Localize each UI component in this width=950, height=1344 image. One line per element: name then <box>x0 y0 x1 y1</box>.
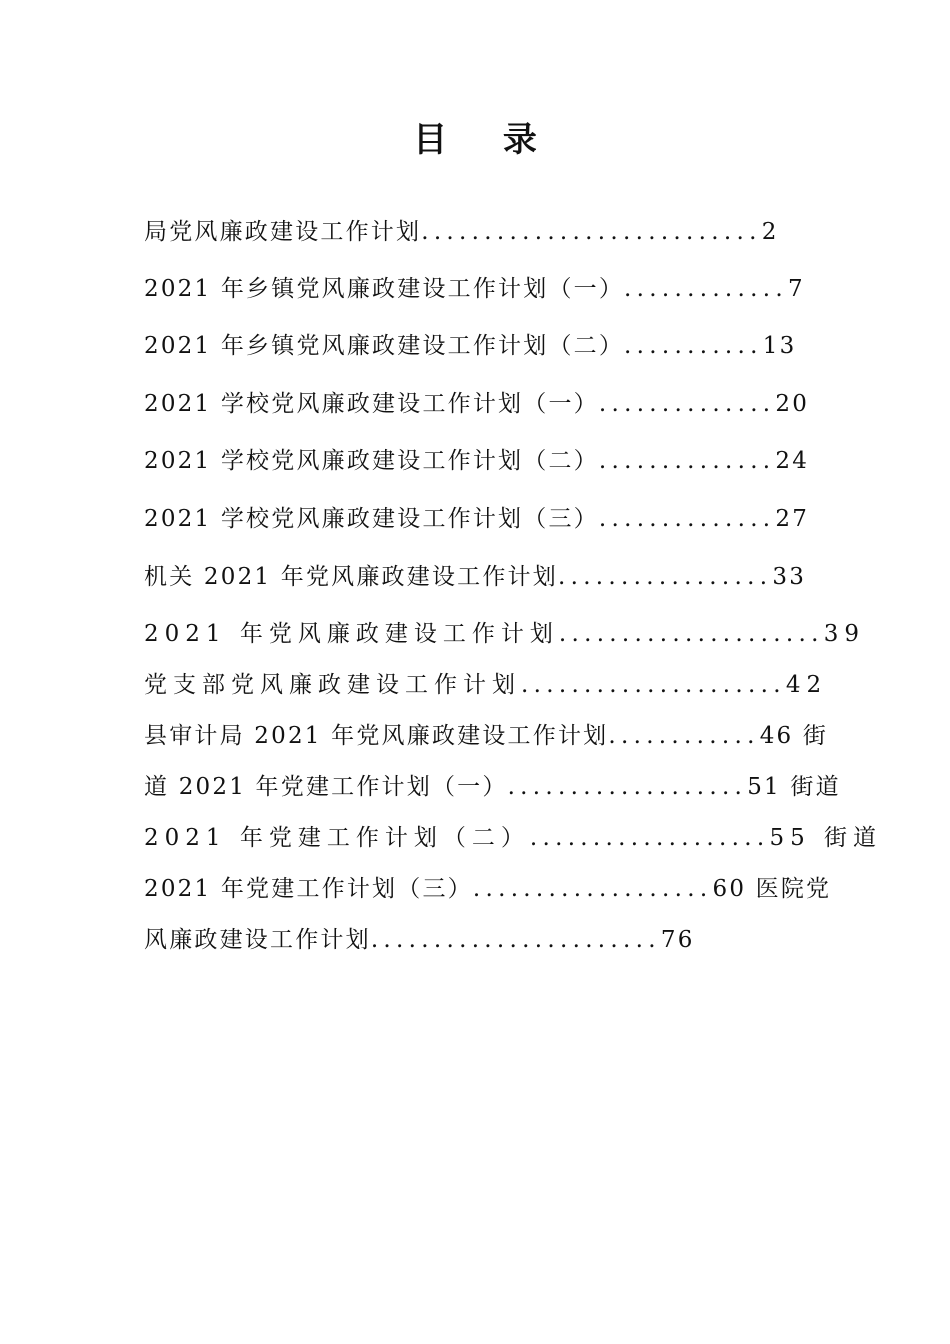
toc-entry-leader: ........... <box>624 333 763 359</box>
toc-entry-page: 7 <box>788 276 805 302</box>
toc-entry[interactable] <box>144 331 796 361</box>
toc-entry-page: 60 医院党 <box>712 876 832 902</box>
toc-entry[interactable] <box>144 823 882 853</box>
toc-entry-page: 55 街道 <box>769 825 883 851</box>
toc-entry-title: 2021 学校党风廉政建设工作计划（三） <box>144 506 599 532</box>
toc-entry-leader: .............. <box>598 506 776 532</box>
toc-entry-leader: ..................... <box>521 672 786 698</box>
toc-entry-page: 46 街 <box>759 723 829 749</box>
toc-entry-page: 42 <box>785 672 828 698</box>
toc-entry[interactable] <box>144 562 806 592</box>
toc-entry-title: 2021 年党风廉政建设工作计划 <box>144 621 559 647</box>
toc-entry-page: 51 街道 <box>747 774 841 800</box>
toc-entry-page: 76 <box>660 927 695 953</box>
toc-entry-leader: ................. <box>557 564 773 590</box>
toc-entry-page: 24 <box>775 448 810 474</box>
toc-entry-page: 20 <box>775 391 810 417</box>
toc-entry[interactable] <box>144 925 695 955</box>
toc-entry-page: 33 <box>772 564 807 590</box>
toc-entry-title: 风廉政建设工作计划 <box>144 927 371 953</box>
toc-entry-leader: .............. <box>598 448 776 474</box>
toc-entry-leader: ............ <box>608 723 760 749</box>
toc-entry[interactable] <box>144 504 809 534</box>
toc-entry-leader: ................... <box>507 774 748 800</box>
toc-entry-title: 道 2021 年党建工作计划（一） <box>144 774 508 800</box>
toc-entry[interactable] <box>144 670 827 700</box>
toc-entry-page: 2 <box>761 219 779 245</box>
toc-entry-title: 局党风廉政建设工作计划 <box>144 219 422 245</box>
toc-entry[interactable] <box>144 217 779 247</box>
toc-entry-page: 27 <box>775 506 810 532</box>
toc-entry-leader: ................... <box>529 825 770 851</box>
page-title: 目 录 <box>413 120 559 160</box>
toc-entry[interactable] <box>144 446 809 476</box>
toc-entry-leader: ....................... <box>370 927 661 953</box>
toc-entry[interactable] <box>144 874 831 904</box>
toc-entry-title: 2021 年乡镇党风廉政建设工作计划（一） <box>144 276 625 302</box>
toc-entry-leader: .............. <box>598 391 776 417</box>
toc-entry-title: 2021 年党建工作计划（三） <box>144 876 473 902</box>
toc-entry[interactable] <box>144 619 865 649</box>
toc-entry-title: 机关 2021 年党风廉政建设工作计划 <box>144 564 558 590</box>
toc-entry-title: 2021 学校党风廉政建设工作计划（二） <box>144 448 599 474</box>
toc-entry-title: 2021 年党建工作计划（二） <box>144 825 530 851</box>
toc-entry-leader: ............. <box>624 276 788 302</box>
toc-entry-title: 2021 学校党风廉政建设工作计划（一） <box>144 391 599 417</box>
toc-entry[interactable] <box>144 274 805 304</box>
toc-entry-title: 县审计局 2021 年党风廉政建设工作计划 <box>144 723 609 749</box>
toc-entry-leader: ................... <box>472 876 713 902</box>
toc-entry[interactable] <box>144 389 809 419</box>
toc-entry-leader: ..................... <box>558 621 824 647</box>
toc-entry-page: 39 <box>823 621 865 647</box>
toc-entry[interactable] <box>144 772 841 802</box>
toc-entry-title: 2021 年乡镇党风廉政建设工作计划（二） <box>144 333 625 359</box>
toc-entry[interactable] <box>144 721 828 751</box>
toc-entry-page: 13 <box>762 333 797 359</box>
toc-entry-leader: ........................... <box>421 219 762 245</box>
toc-entry-title: 党支部党风廉政建设工作计划 <box>144 672 521 698</box>
